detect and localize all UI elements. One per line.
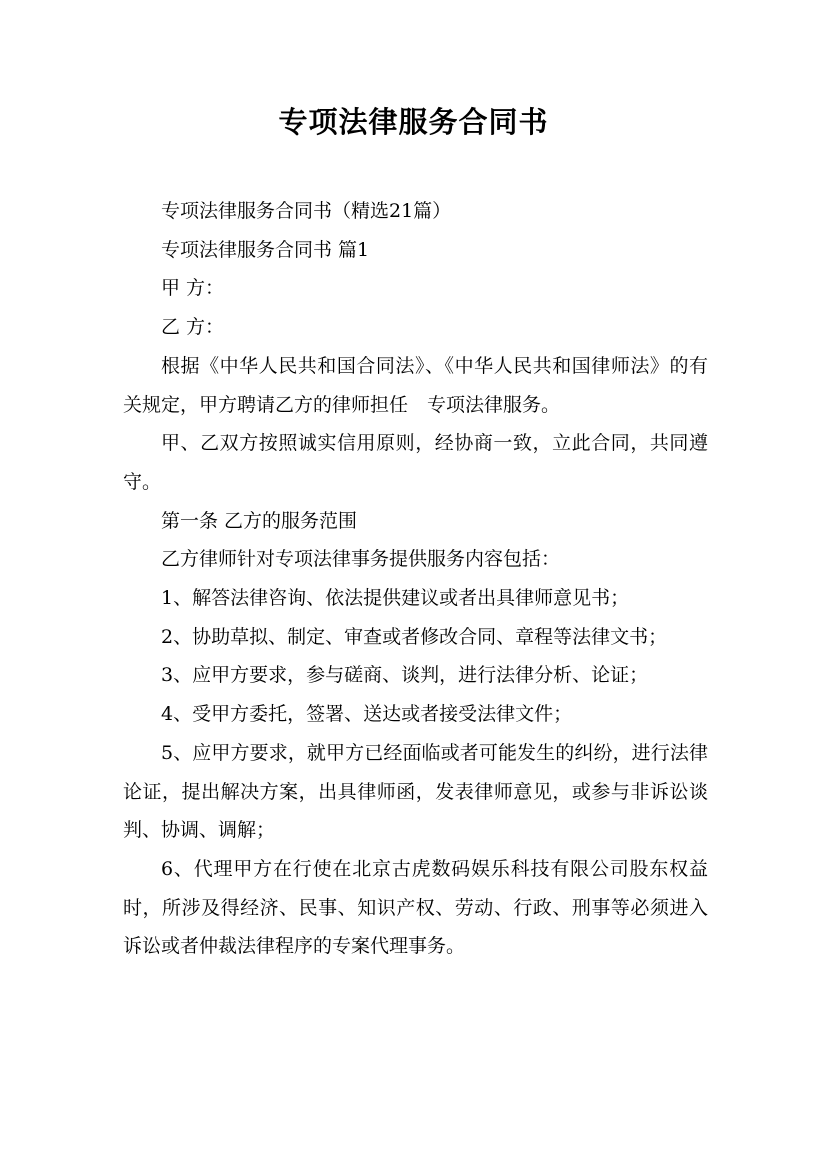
paragraph-legal-basis: 根据《中华人民共和国合同法》、《中华人民共和国律师法》的有关规定，甲方聘请乙方的律师担任 专项法律服务。 (123, 354, 708, 416)
paragraph-party-a: 甲 方： (161, 277, 225, 300)
paragraph-subtitle: 专项法律服务合同书（精选21篇） (161, 200, 452, 222)
paragraph-section-heading: 专项法律服务合同书 篇1 (161, 238, 370, 261)
paragraph-agreement: 甲、乙双方按照诚实信用原则，经协商一致，立此合同，共同遵守。 (123, 432, 708, 493)
paragraph-item-3: 3、应甲方要求，参与磋商、谈判，进行法律分析、论证； (161, 664, 649, 687)
paragraph-item-1: 1、解答法律咨询、依法提供建议或者出具律师意见书； (161, 587, 630, 610)
paragraph-item-4: 4、受甲方委托，签署、送达或者接受法律文件； (161, 703, 573, 726)
document-title: 专项法律服务合同书 (278, 105, 549, 139)
paragraph-article-one-heading: 第一条 乙方的服务范围 (161, 509, 358, 532)
paragraph-item-6: 6、代理甲方在行使在北京古虎数码娱乐科技有限公司股东权益时，所涉及得经济、民事、知识产权、劳动、行政、刑事等必须进入诉讼或者仲裁法律程序的专案代理事务。 (123, 857, 708, 958)
document-body (123, 192, 708, 966)
paragraph-item-2: 2、协助草拟、制定、审查或者修改合同、章程等法律文书； (161, 625, 668, 648)
paragraph-item-5: 5、应甲方要求，就甲方已经面临或者可能发生的纠纷，进行法律论证，提出解决方案，出具律师函，发表律师意见，或参与非诉讼谈判、协调、调解； (123, 741, 708, 842)
paragraph-party-b: 乙 方： (161, 316, 225, 339)
paragraph-service-intro: 乙方律师针对专项法律事务提供服务内容包括： (161, 548, 561, 571)
